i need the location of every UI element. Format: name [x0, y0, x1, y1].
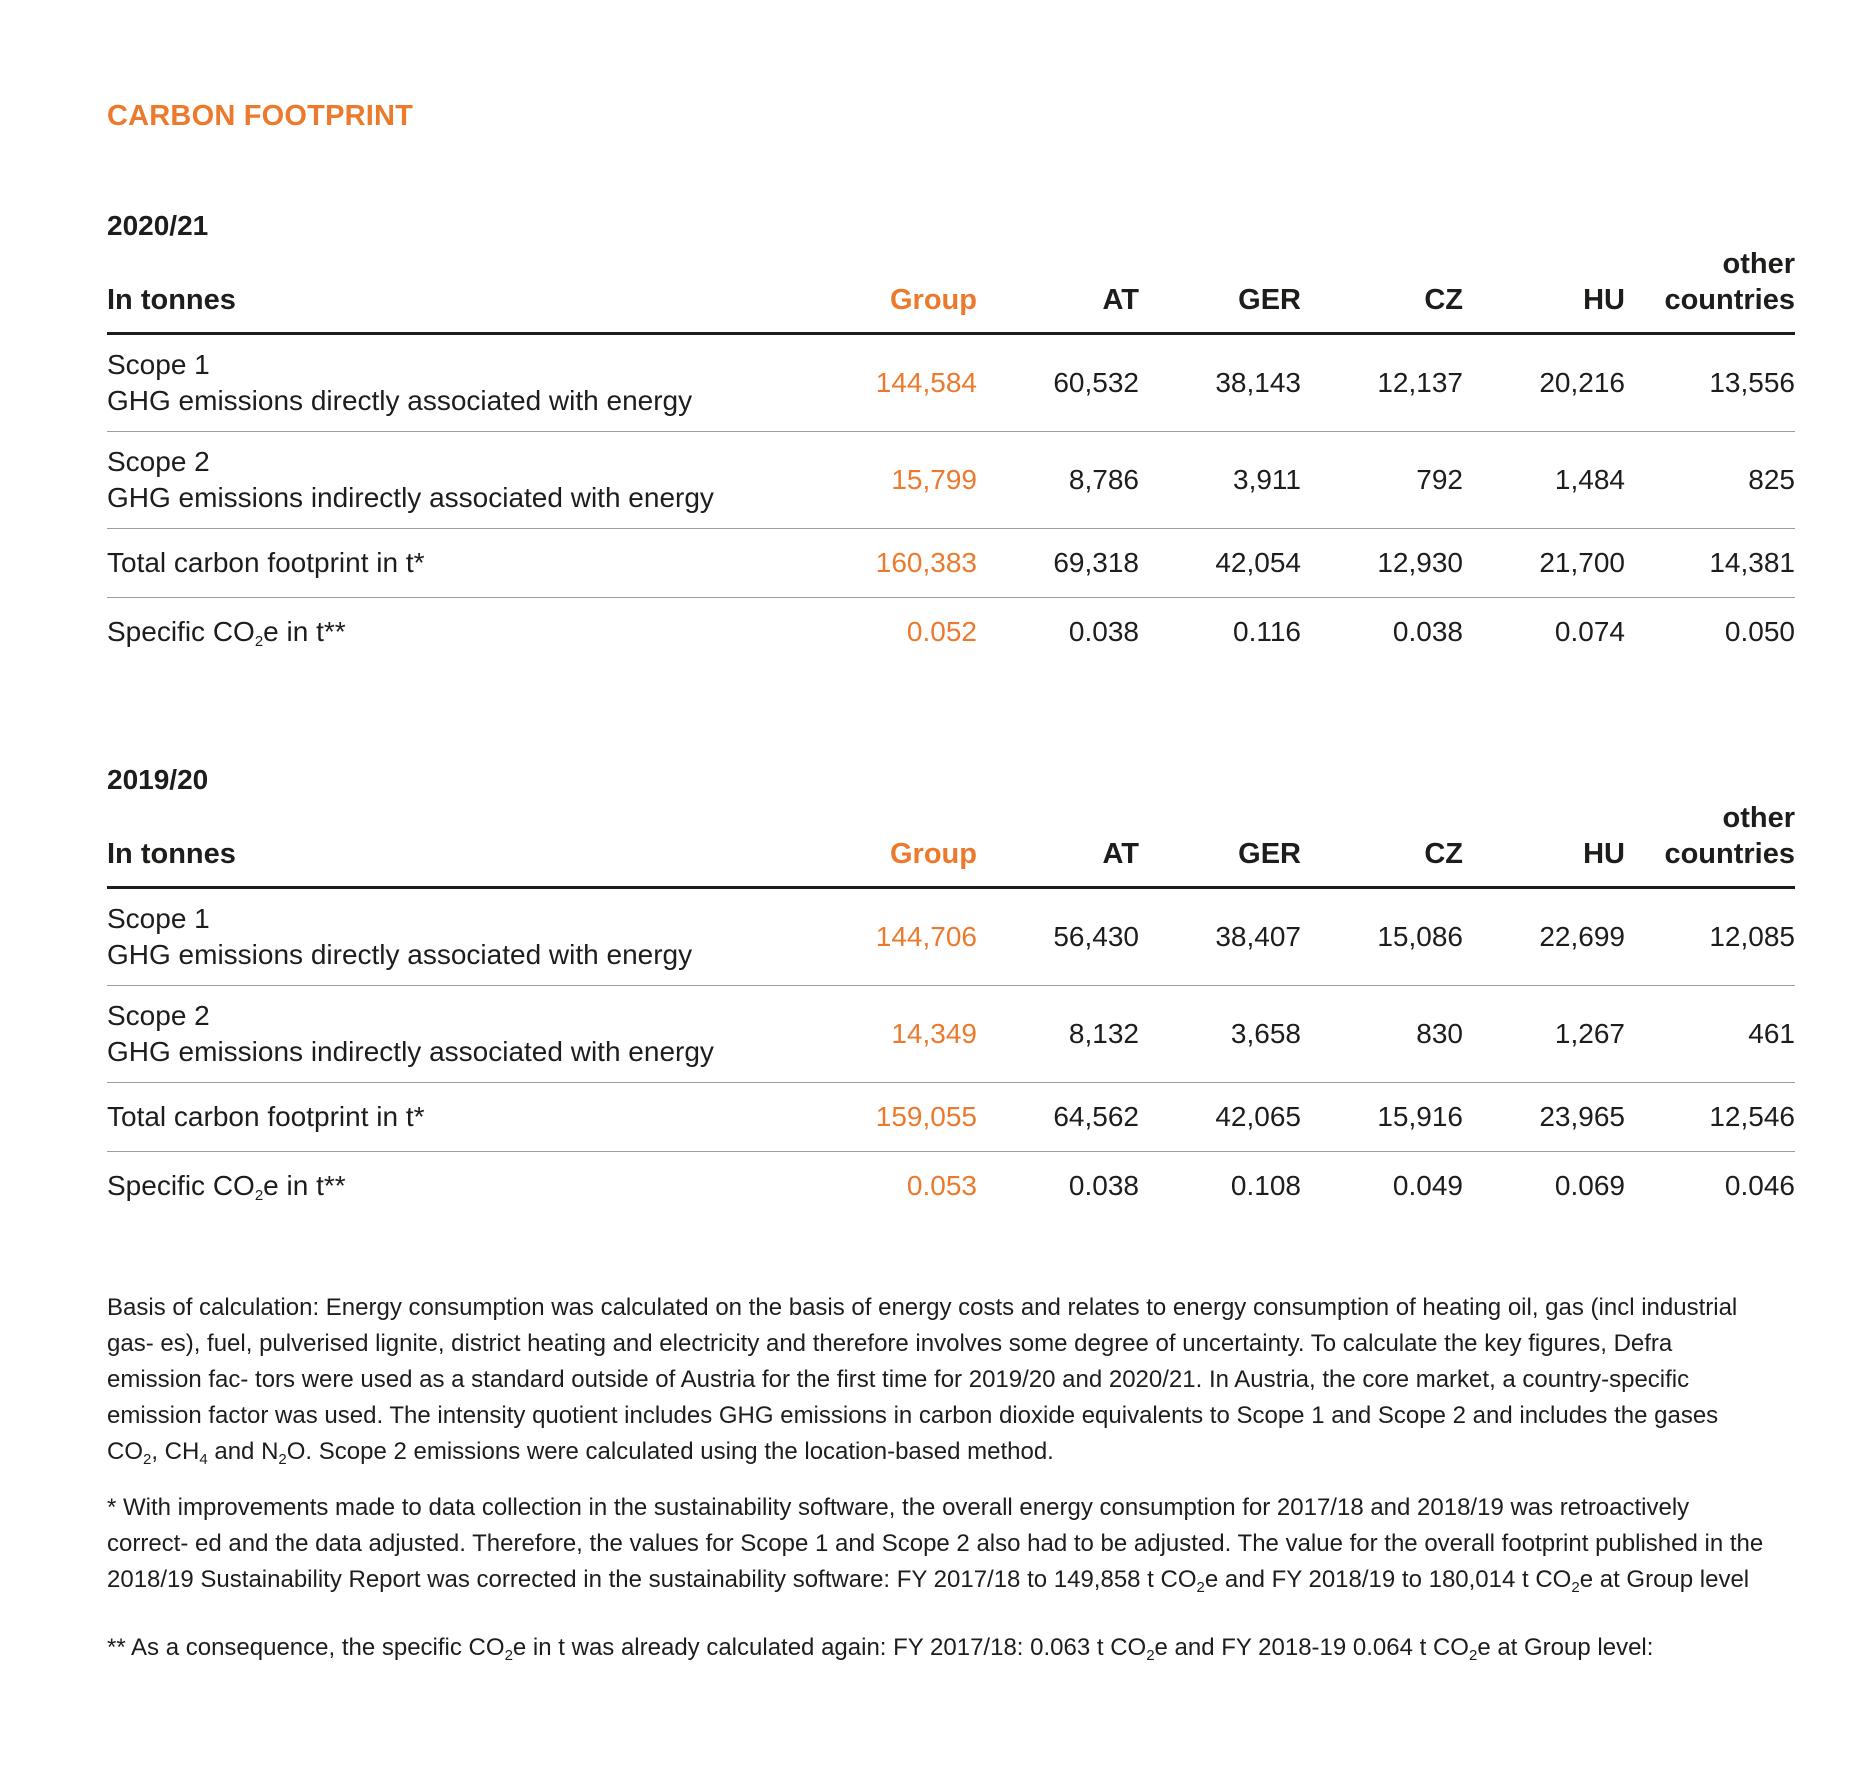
table-row-total — [107, 529, 1795, 598]
header-other-line1: other — [1722, 802, 1795, 834]
cell-ger: 38,143 — [1139, 334, 1301, 432]
row-label — [107, 986, 815, 1083]
year-heading-2020-21: 2020/21 — [107, 210, 209, 241]
cell-group: 160,383 — [815, 529, 977, 598]
header-cz: CZ — [1301, 246, 1463, 334]
cell-cz: 792 — [1301, 432, 1463, 529]
footnote-single-star — [107, 1490, 1767, 1598]
note-subscript: 2 — [278, 1451, 287, 1468]
table-row-total — [107, 1083, 1795, 1152]
header-ger: GER — [1139, 800, 1301, 888]
cell-ger: 42,065 — [1139, 1083, 1301, 1152]
cell-group: 159,055 — [815, 1083, 977, 1152]
cell-at: 60,532 — [977, 334, 1139, 432]
cell-other: 825 — [1625, 432, 1795, 529]
row-label-text: e in t** — [263, 616, 346, 647]
row-label-line1: Scope 1 — [107, 349, 210, 380]
cell-at: 0.038 — [1068, 616, 1139, 647]
cell-ger: 3,911 — [1139, 432, 1301, 529]
header-other-countries — [1625, 246, 1795, 334]
header-other-line1: other — [1722, 248, 1795, 280]
cell-hu: 23,965 — [1463, 1083, 1625, 1152]
note-text: e at Group level — [1579, 1566, 1750, 1593]
row-label-line1: Scope 2 — [107, 1000, 210, 1031]
header-other-line2: countries — [1664, 838, 1795, 870]
cell-hu: 22,699 — [1463, 888, 1625, 986]
cell-at: 8,132 — [977, 986, 1139, 1083]
cell-at: 0.038 — [1068, 1170, 1139, 1201]
row-label — [107, 1152, 815, 1221]
note-subscript: 2 — [1571, 1579, 1580, 1596]
note-text: Basis of calculation: Energy consumption was calculated on the basis of energy costs and relates to energy consumption of heating oil, gas (incl industrial gas- es), fuel, pulverised lignite, district heating and electricity and therefore involves some degree of uncertainty. To calculate the key figures, Defra emission fac- tors were used as a standard outside of Austria for the first time for 2019/20 and 2020/21. In Austria, the core market, a country-specific emission factor was used. The intensity quotient includes GHG emissions in carbon dioxide equivalents to Scope 1 and Scope 2 and includes the gases CO — [107, 1294, 1738, 1465]
cell-other: 12,085 — [1625, 888, 1795, 986]
carbon-table-2020-21 — [107, 246, 1795, 666]
footnote-double-star — [107, 1630, 1767, 1666]
note-text: e and FY 2018-19 0.064 t CO — [1154, 1634, 1469, 1661]
cell-cz: 12,930 — [1301, 529, 1463, 598]
row-label — [107, 888, 815, 986]
cell-ger: 38,407 — [1139, 888, 1301, 986]
cell-cz: 830 — [1301, 986, 1463, 1083]
note-subscript: 2 — [1468, 1647, 1478, 1664]
row-label-line1: Scope 1 — [107, 903, 210, 934]
cell-other: 0.050 — [1724, 616, 1795, 647]
header-at: AT — [977, 800, 1139, 888]
row-label-subscript: 2 — [254, 633, 264, 650]
cell-other: 461 — [1625, 986, 1795, 1083]
table-row-scope2 — [107, 432, 1795, 529]
note-text: ** As a consequence, the specific CO — [107, 1634, 505, 1661]
cell-other: 14,381 — [1625, 529, 1795, 598]
header-in-tonnes: In tonnes — [107, 800, 815, 888]
header-ger: GER — [1139, 246, 1301, 334]
cell-ger: 0.108 — [1230, 1170, 1301, 1201]
cell-group: 15,799 — [815, 432, 977, 529]
cell-group: 144,584 — [815, 334, 977, 432]
row-label-text: e in t** — [263, 1170, 346, 1201]
cell-hu: 1,484 — [1463, 432, 1625, 529]
row-label: Total carbon footprint in t* — [107, 529, 815, 598]
row-label-text: Specific CO — [107, 616, 255, 647]
row-label-line2: GHG emissions indirectly associated with energy — [107, 1036, 714, 1067]
row-label — [107, 334, 815, 432]
note-subscript: 2 — [1196, 1579, 1205, 1596]
cell-hu: 1,267 — [1463, 986, 1625, 1083]
note-text: O. Scope 2 emissions were calculated using the location-based method. — [286, 1438, 1054, 1465]
table-row-scope1 — [107, 334, 1795, 432]
cell-at: 56,430 — [977, 888, 1139, 986]
cell-hu: 0.074 — [1554, 616, 1625, 647]
cell-cz: 15,086 — [1301, 888, 1463, 986]
note-subscript: 2 — [504, 1647, 513, 1664]
table-header-row — [107, 800, 1795, 888]
cell-other: 0.046 — [1724, 1170, 1795, 1201]
cell-hu: 21,700 — [1463, 529, 1625, 598]
table-row-scope2 — [107, 986, 1795, 1083]
cell-cz: 0.038 — [1392, 616, 1463, 647]
note-text: * With improvements made to data collection in the sustainability software, the overall energy consumption for 2017/18 and 2018/19 was retroactively correct- ed and the data adjusted. Therefore, the values for Scope 1 and Scope 2 also had to be adjusted. The value for the overall footprint published in the 2018/19 Sustainability Report was corrected in the sustainability software: FY 2017/18 to 149,858 t CO — [107, 1494, 1764, 1593]
basis-of-calculation-note — [107, 1290, 1767, 1470]
header-group: Group — [815, 246, 977, 334]
cell-hu: 20,216 — [1463, 334, 1625, 432]
header-hu: HU — [1463, 246, 1625, 334]
note-text: , CH — [151, 1438, 200, 1465]
table-row-specific-co2e — [107, 1152, 1795, 1221]
row-label-line2: GHG emissions indirectly associated with energy — [107, 482, 714, 513]
cell-group: 14,349 — [815, 986, 977, 1083]
note-subscript: 2 — [143, 1451, 152, 1468]
cell-ger: 0.116 — [1233, 616, 1301, 647]
table-row-specific-co2e — [107, 598, 1795, 667]
header-other-line2: countries — [1664, 284, 1795, 316]
header-group: Group — [815, 800, 977, 888]
cell-ger: 42,054 — [1139, 529, 1301, 598]
cell-ger: 3,658 — [1139, 986, 1301, 1083]
cell-other: 12,546 — [1625, 1083, 1795, 1152]
row-label — [107, 432, 815, 529]
note-text: e in t was already calculated again: FY 2017/18: 0.063 t CO — [512, 1634, 1147, 1661]
row-label-text: Specific CO — [107, 1170, 255, 1201]
carbon-table-2019-20 — [107, 800, 1795, 1220]
note-subscript: 4 — [199, 1451, 208, 1468]
cell-group: 0.053 — [906, 1170, 977, 1201]
cell-hu: 0.069 — [1554, 1170, 1625, 1201]
cell-group: 0.052 — [906, 616, 977, 647]
cell-group: 144,706 — [815, 888, 977, 986]
table-header-row — [107, 246, 1795, 334]
cell-at: 8,786 — [977, 432, 1139, 529]
row-label — [107, 598, 815, 667]
header-cz: CZ — [1301, 800, 1463, 888]
cell-cz: 12,137 — [1301, 334, 1463, 432]
row-label-line2: GHG emissions directly associated with energy — [107, 385, 693, 416]
header-at: AT — [977, 246, 1139, 334]
page-title: CARBON FOOTPRINT — [107, 100, 414, 132]
note-text: e and FY 2018/19 to 180,014 t CO — [1204, 1566, 1572, 1593]
header-hu: HU — [1463, 800, 1625, 888]
cell-cz: 0.049 — [1392, 1170, 1463, 1201]
note-text: e at Group level: — [1477, 1634, 1654, 1661]
note-text: and N — [207, 1438, 279, 1465]
header-other-countries — [1625, 800, 1795, 888]
year-heading-2019-20: 2019/20 — [107, 764, 209, 795]
cell-cz: 15,916 — [1301, 1083, 1463, 1152]
row-label-line1: Scope 2 — [107, 446, 210, 477]
cell-at: 64,562 — [977, 1083, 1139, 1152]
row-label-line2: GHG emissions directly associated with energy — [107, 939, 693, 970]
row-label-subscript: 2 — [254, 1187, 264, 1204]
cell-at: 69,318 — [977, 529, 1139, 598]
cell-other: 13,556 — [1625, 334, 1795, 432]
table-row-scope1 — [107, 888, 1795, 986]
header-in-tonnes: In tonnes — [107, 246, 815, 334]
row-label: Total carbon footprint in t* — [107, 1083, 815, 1152]
note-subscript: 2 — [1146, 1647, 1155, 1664]
